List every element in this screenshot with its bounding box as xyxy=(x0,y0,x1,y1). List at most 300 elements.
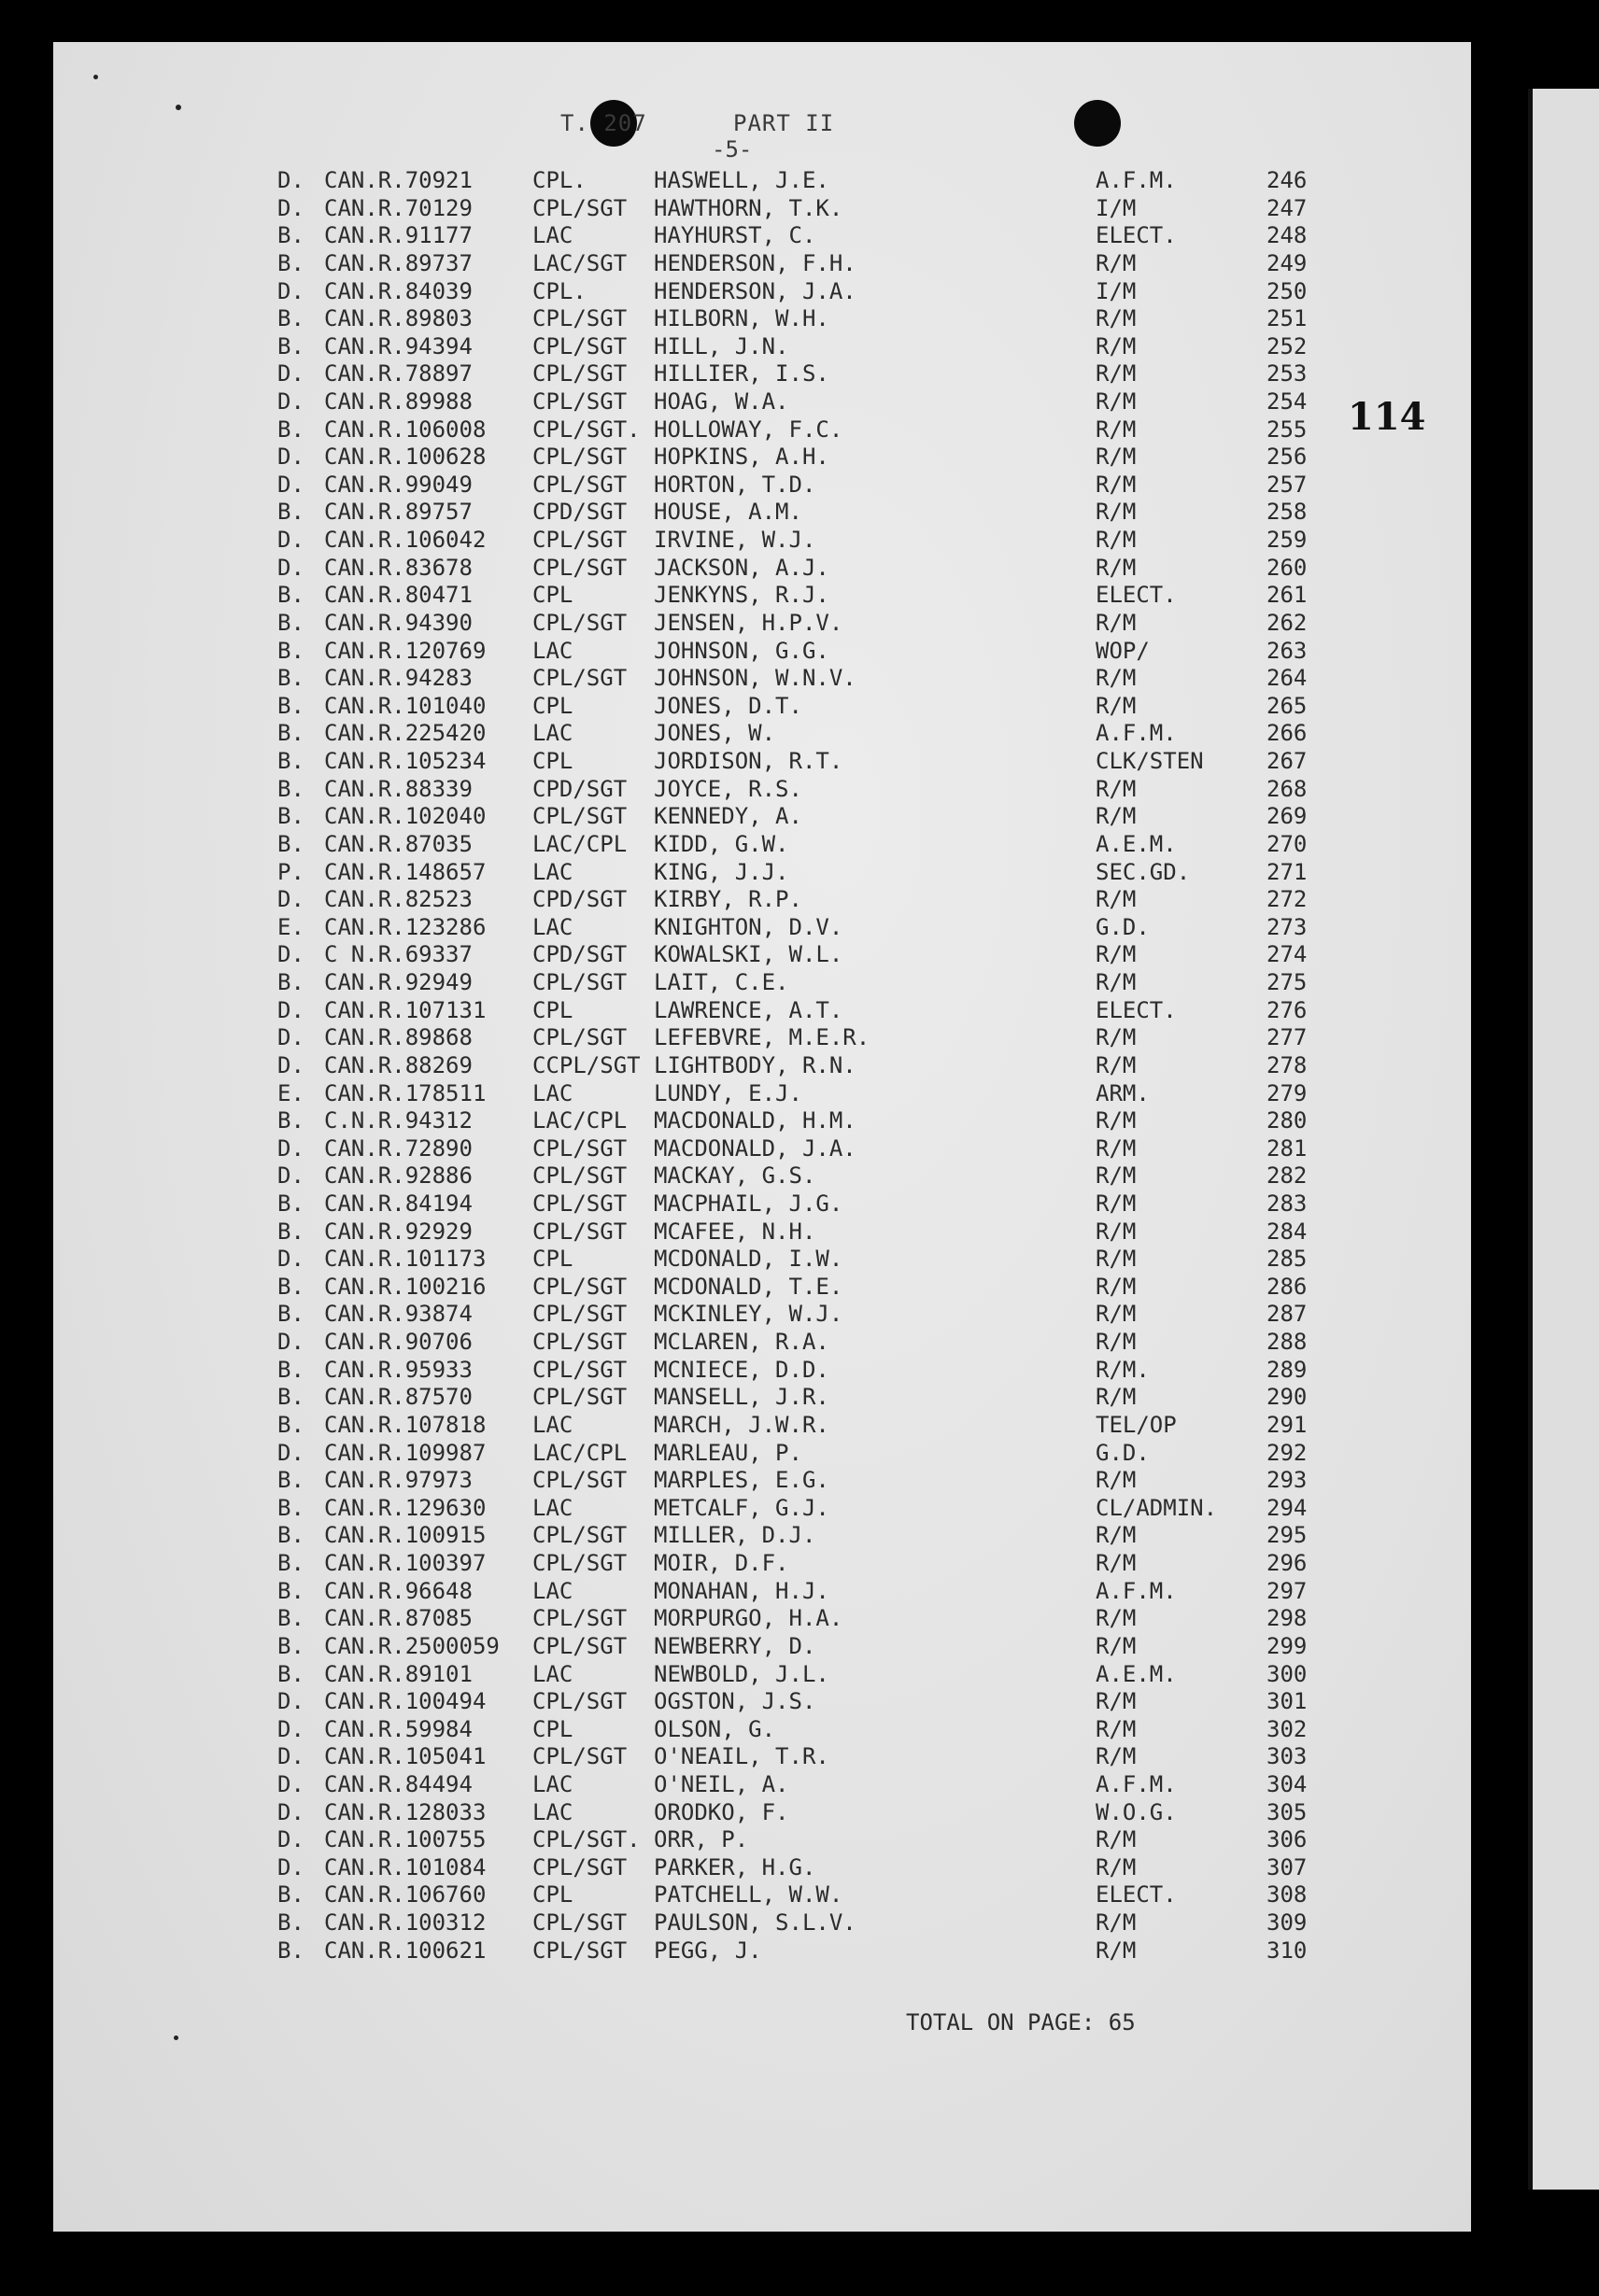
trade: R/M xyxy=(1096,1107,1137,1134)
person-name: LIGHTBODY, R.N. xyxy=(654,1051,856,1078)
sequence-number: 295 xyxy=(1266,1522,1308,1549)
trade: A.F.M. xyxy=(1096,1771,1177,1797)
trade: R/M xyxy=(1096,1605,1137,1632)
sequence-number: 290 xyxy=(1266,1384,1308,1411)
person-name: HORTON, T.D. xyxy=(654,471,816,498)
person-name: NEWBERRY, D. xyxy=(654,1632,816,1659)
sequence-number: 304 xyxy=(1266,1771,1308,1797)
list-row xyxy=(0,1687,1401,1715)
sequence-number: 263 xyxy=(1266,637,1308,664)
trade: R/M xyxy=(1096,775,1137,802)
list-row xyxy=(0,1577,1401,1605)
trade: R/M. xyxy=(1096,1356,1150,1383)
sequence-number: 307 xyxy=(1266,1853,1308,1880)
rank: CPL/SGT xyxy=(532,803,628,830)
list-row xyxy=(0,913,1401,941)
sequence-number: 279 xyxy=(1266,1079,1308,1106)
rank: CPL/SGT xyxy=(532,1301,628,1328)
service-number: CAN.R.87035 xyxy=(324,830,473,857)
service-number: CAN.R.94390 xyxy=(324,609,473,636)
row-letter: B. xyxy=(277,332,304,359)
rank: LAC/CPL xyxy=(532,1439,628,1466)
list-row xyxy=(0,1604,1401,1632)
list-row xyxy=(0,1825,1401,1853)
list-row xyxy=(0,968,1401,996)
trade: R/M xyxy=(1096,1024,1137,1051)
list-row xyxy=(0,1383,1401,1411)
service-number: CAN.R.100915 xyxy=(324,1522,487,1549)
person-name: ORR, P. xyxy=(654,1826,749,1853)
row-letter: D. xyxy=(277,527,304,554)
trade: R/M xyxy=(1096,305,1137,332)
rank: CPL/SGT xyxy=(532,332,628,359)
service-number: CAN.R.83678 xyxy=(324,554,473,581)
person-name: HOUSE, A.M. xyxy=(654,499,802,526)
list-row xyxy=(0,554,1401,582)
trade: ELECT. xyxy=(1096,582,1177,609)
paper-speck xyxy=(174,2035,178,2040)
list-row xyxy=(0,830,1401,858)
list-row xyxy=(0,1549,1401,1577)
service-number: CAN.R.97973 xyxy=(324,1467,473,1494)
person-name: MACDONALD, J.A. xyxy=(654,1134,856,1162)
service-number: CAN.R.92886 xyxy=(324,1162,473,1190)
list-row xyxy=(0,1715,1401,1743)
sequence-number: 303 xyxy=(1266,1743,1308,1770)
header-code: T. 207 xyxy=(560,110,647,136)
person-name: JENSEN, H.P.V. xyxy=(654,609,843,636)
person-name: HAWTHORN, T.K. xyxy=(654,194,843,221)
trade: CLK/STEN xyxy=(1096,748,1204,774)
list-row xyxy=(0,387,1401,416)
rank: LAC/SGT xyxy=(532,249,628,276)
trade: R/M xyxy=(1096,1273,1137,1300)
rank: CPL/SGT xyxy=(532,1743,628,1770)
row-letter: B. xyxy=(277,748,304,774)
rank: LAC xyxy=(532,1660,573,1687)
list-row xyxy=(0,1273,1401,1301)
row-letter: B. xyxy=(277,249,304,276)
service-number: CAN.R.89737 xyxy=(324,249,473,276)
sequence-number: 286 xyxy=(1266,1273,1308,1300)
person-name: KENNEDY, A. xyxy=(654,803,802,830)
sequence-number: 259 xyxy=(1266,527,1308,554)
service-number: CAN.R.100494 xyxy=(324,1688,487,1715)
trade: A.E.M. xyxy=(1096,1660,1177,1687)
list-row xyxy=(0,581,1401,609)
service-number: CAN.R.129630 xyxy=(324,1494,487,1521)
row-letter: D. xyxy=(277,554,304,581)
trade: A.F.M. xyxy=(1096,720,1177,747)
list-row xyxy=(0,1051,1401,1079)
row-letter: D. xyxy=(277,941,304,968)
rank: CPL/SGT. xyxy=(532,1826,641,1853)
service-number: CAN.R.92949 xyxy=(324,969,473,995)
person-name: LEFEBVRE, M.E.R. xyxy=(654,1024,870,1051)
person-name: KNIGHTON, D.V. xyxy=(654,913,843,940)
list-row xyxy=(0,1494,1401,1522)
list-row xyxy=(0,249,1401,277)
person-name: JONES, W. xyxy=(654,720,776,747)
row-letter: B. xyxy=(277,1550,304,1576)
service-number: CAN.R.59984 xyxy=(324,1715,473,1742)
trade: W.O.G. xyxy=(1096,1798,1177,1825)
person-name: PEGG, J. xyxy=(654,1937,762,1964)
list-row xyxy=(0,664,1401,692)
rank: CPL/SGT xyxy=(532,1550,628,1576)
sequence-number: 253 xyxy=(1266,360,1308,387)
sequence-number: 301 xyxy=(1266,1688,1308,1715)
trade: R/M xyxy=(1096,1134,1137,1162)
rank: CPL/SGT xyxy=(532,969,628,995)
list-row xyxy=(0,1134,1401,1162)
sequence-number: 257 xyxy=(1266,471,1308,498)
person-name: MCDONALD, T.E. xyxy=(654,1273,843,1300)
rank: CPL/SGT xyxy=(532,1162,628,1190)
service-number: CAN.R.107131 xyxy=(324,996,487,1023)
trade: ELECT. xyxy=(1096,1881,1177,1909)
sequence-number: 278 xyxy=(1266,1051,1308,1078)
rank: LAC xyxy=(532,858,573,885)
sequence-number: 309 xyxy=(1266,1909,1308,1937)
person-name: OGSTON, J.S. xyxy=(654,1688,816,1715)
row-letter: B. xyxy=(277,637,304,664)
person-name: HOPKINS, A.H. xyxy=(654,444,829,471)
service-number: CAN.R.70921 xyxy=(324,167,473,193)
rank: LAC xyxy=(532,720,573,747)
list-row xyxy=(0,498,1401,526)
service-number: CAN.R.148657 xyxy=(324,858,487,885)
service-number: C N.R.69337 xyxy=(324,941,473,968)
service-number: CAN.R.128033 xyxy=(324,1798,487,1825)
row-letter: B. xyxy=(277,720,304,747)
list-row xyxy=(0,1909,1401,1937)
trade: R/M xyxy=(1096,692,1137,719)
person-name: MCNIECE, D.D. xyxy=(654,1356,829,1383)
trade: R/M xyxy=(1096,554,1137,581)
sequence-number: 246 xyxy=(1266,167,1308,193)
person-name: O'NEIL, A. xyxy=(654,1771,789,1797)
trade: G.D. xyxy=(1096,1439,1150,1466)
service-number: CAN.R.99049 xyxy=(324,471,473,498)
person-name: MACPHAIL, J.G. xyxy=(654,1190,843,1217)
trade: A.F.M. xyxy=(1096,1577,1177,1604)
person-name: HOAG, W.A. xyxy=(654,388,789,415)
service-number: CAN.R.84494 xyxy=(324,1771,473,1797)
list-row xyxy=(0,775,1401,803)
rank: CPL/SGT xyxy=(532,1937,628,1964)
trade: R/M xyxy=(1096,1632,1137,1659)
person-name: MARLEAU, P. xyxy=(654,1439,802,1466)
row-letter: B. xyxy=(277,1301,304,1328)
person-name: MARCH, J.W.R. xyxy=(654,1411,829,1438)
rank: CPL/SGT xyxy=(532,1134,628,1162)
row-letter: B. xyxy=(277,1494,304,1521)
list-row xyxy=(0,443,1401,471)
sequence-number: 292 xyxy=(1266,1439,1308,1466)
sequence-number: 262 xyxy=(1266,609,1308,636)
row-letter: D. xyxy=(277,1715,304,1742)
service-number: CAN.R.89868 xyxy=(324,1024,473,1051)
rank: CCPL/SGT xyxy=(532,1051,641,1078)
row-letter: B. xyxy=(277,1909,304,1937)
rank: LAC xyxy=(532,637,573,664)
trade: R/M xyxy=(1096,1190,1137,1217)
sequence-number: 270 xyxy=(1266,830,1308,857)
paper-speck xyxy=(93,75,98,79)
rank: CPL/SGT xyxy=(532,1384,628,1411)
trade: R/M xyxy=(1096,969,1137,995)
service-number: CAN.R.87570 xyxy=(324,1384,473,1411)
row-letter: B. xyxy=(277,1881,304,1909)
trade: R/M xyxy=(1096,1329,1137,1355)
row-letter: D. xyxy=(277,1798,304,1825)
rank: CPL/SGT xyxy=(532,1329,628,1355)
list-row xyxy=(0,471,1401,499)
row-letter: B. xyxy=(277,1218,304,1245)
sequence-number: 268 xyxy=(1266,775,1308,802)
sequence-number: 291 xyxy=(1266,1411,1308,1438)
rank: LAC xyxy=(532,1494,573,1521)
list-row xyxy=(0,1853,1401,1881)
rank: CPL/SGT xyxy=(532,1273,628,1300)
service-number: C.N.R.94312 xyxy=(324,1107,473,1134)
person-name: HILLIER, I.S. xyxy=(654,360,829,387)
trade: R/M xyxy=(1096,1051,1137,1078)
rank: CPL/SGT xyxy=(532,1356,628,1383)
service-number: CAN.R.106042 xyxy=(324,527,487,554)
trade: R/M xyxy=(1096,1384,1137,1411)
person-name: MANSELL, J.R. xyxy=(654,1384,829,1411)
row-letter: B. xyxy=(277,1632,304,1659)
person-name: ORODKO, F. xyxy=(654,1798,789,1825)
service-number: CAN.R.93874 xyxy=(324,1301,473,1328)
sequence-number: 255 xyxy=(1266,416,1308,443)
service-number: CAN.R.178511 xyxy=(324,1079,487,1106)
sequence-number: 280 xyxy=(1266,1107,1308,1134)
service-number: CAN.R.123286 xyxy=(324,913,487,940)
person-name: JORDISON, R.T. xyxy=(654,748,843,774)
list-row xyxy=(0,1356,1401,1384)
trade: A.E.M. xyxy=(1096,830,1177,857)
rank: CPL/SGT xyxy=(532,554,628,581)
row-letter: B. xyxy=(277,1937,304,1964)
row-letter: D. xyxy=(277,1051,304,1078)
trade: TEL/OP xyxy=(1096,1411,1177,1438)
trade: R/M xyxy=(1096,249,1137,276)
row-letter: D. xyxy=(277,1439,304,1466)
trade: I/M xyxy=(1096,277,1137,304)
person-name: MORPURGO, H.A. xyxy=(654,1605,843,1632)
sequence-number: 271 xyxy=(1266,858,1308,885)
rank: CPL/SGT xyxy=(532,1632,628,1659)
row-letter: B. xyxy=(277,222,304,249)
trade: CL/ADMIN. xyxy=(1096,1494,1218,1521)
rank: CPL/SGT xyxy=(532,360,628,387)
sequence-number: 285 xyxy=(1266,1246,1308,1273)
list-row xyxy=(0,747,1401,775)
service-number: CAN.R.100312 xyxy=(324,1909,487,1937)
sequence-number: 258 xyxy=(1266,499,1308,526)
list-row xyxy=(0,940,1401,968)
trade: I/M xyxy=(1096,194,1137,221)
person-name: MCLAREN, R.A. xyxy=(654,1329,829,1355)
trade: R/M xyxy=(1096,1826,1137,1853)
service-number: CAN.R.92929 xyxy=(324,1218,473,1245)
rank: CPL xyxy=(532,1715,573,1742)
person-name: NEWBOLD, J.L. xyxy=(654,1660,829,1687)
service-number: CAN.R.101084 xyxy=(324,1853,487,1880)
service-number: CAN.R.225420 xyxy=(324,720,487,747)
row-letter: B. xyxy=(277,1384,304,1411)
service-number: CAN.R.89988 xyxy=(324,388,473,415)
service-number: CAN.R.101173 xyxy=(324,1246,487,1273)
row-letter: B. xyxy=(277,1577,304,1604)
person-name: JACKSON, A.J. xyxy=(654,554,829,581)
trade: ARM. xyxy=(1096,1079,1150,1106)
rank: CPL xyxy=(532,996,573,1023)
row-letter: B. xyxy=(277,1190,304,1217)
trade: R/M xyxy=(1096,360,1137,387)
person-name: HILL, J.N. xyxy=(654,332,789,359)
sequence-number: 274 xyxy=(1266,941,1308,968)
list-row xyxy=(0,1162,1401,1190)
row-letter: D. xyxy=(277,471,304,498)
rank: CPL/SGT xyxy=(532,1218,628,1245)
service-number: CAN.R.106008 xyxy=(324,416,487,443)
rank: CPL xyxy=(532,748,573,774)
service-number: CAN.R.94394 xyxy=(324,332,473,359)
sequence-number: 265 xyxy=(1266,692,1308,719)
list-row xyxy=(0,1521,1401,1549)
list-row xyxy=(0,609,1401,637)
list-row xyxy=(0,1245,1401,1273)
row-letter: D. xyxy=(277,1826,304,1853)
row-letter: B. xyxy=(277,1411,304,1438)
list-row xyxy=(0,359,1401,387)
person-name: HAYHURST, C. xyxy=(654,222,816,249)
service-number: CAN.R.70129 xyxy=(324,194,473,221)
list-row xyxy=(0,1079,1401,1107)
sequence-number: 249 xyxy=(1266,249,1308,276)
trade: R/M xyxy=(1096,471,1137,498)
rank: LAC/CPL xyxy=(532,830,628,857)
adjacent-page-strip xyxy=(1533,89,1599,2190)
sequence-number: 288 xyxy=(1266,1329,1308,1355)
trade: WOP/ xyxy=(1096,637,1150,664)
list-row xyxy=(0,802,1401,830)
page-number: -5- xyxy=(712,136,753,162)
service-number: CAN.R.105041 xyxy=(324,1743,487,1770)
sequence-number: 302 xyxy=(1266,1715,1308,1742)
service-number: CAN.R.95933 xyxy=(324,1356,473,1383)
row-letter: B. xyxy=(277,775,304,802)
rank: CPL xyxy=(532,1246,573,1273)
sequence-number: 256 xyxy=(1266,444,1308,471)
trade: R/M xyxy=(1096,1715,1137,1742)
trade: R/M xyxy=(1096,941,1137,968)
service-number: CAN.R.120769 xyxy=(324,637,487,664)
person-name: O'NEAIL, T.R. xyxy=(654,1743,829,1770)
person-name: JONES, D.T. xyxy=(654,692,802,719)
sequence-number: 283 xyxy=(1266,1190,1308,1217)
service-number: CAN.R.100216 xyxy=(324,1273,487,1300)
list-row xyxy=(0,1660,1401,1688)
list-row xyxy=(0,332,1401,360)
row-letter: D. xyxy=(277,1246,304,1273)
sequence-number: 264 xyxy=(1266,665,1308,692)
rank: CPL/SGT xyxy=(532,1909,628,1937)
row-letter: P. xyxy=(277,858,304,885)
person-name: OLSON, G. xyxy=(654,1715,776,1742)
rank: CPD/SGT xyxy=(532,775,628,802)
list-row xyxy=(0,277,1401,305)
person-name: MCKINLEY, W.J. xyxy=(654,1301,843,1328)
list-row xyxy=(0,1218,1401,1246)
person-name: MACKAY, G.S. xyxy=(654,1162,816,1190)
rank: CPL/SGT xyxy=(532,527,628,554)
trade: R/M xyxy=(1096,1743,1137,1770)
trade: ELECT. xyxy=(1096,996,1177,1023)
rank: CPL/SGT xyxy=(532,471,628,498)
trade: R/M xyxy=(1096,1688,1137,1715)
trade: R/M xyxy=(1096,1853,1137,1880)
sequence-number: 287 xyxy=(1266,1301,1308,1328)
list-row xyxy=(0,1106,1401,1134)
list-row xyxy=(0,692,1401,720)
sequence-number: 284 xyxy=(1266,1218,1308,1245)
row-letter: D. xyxy=(277,1743,304,1770)
list-row xyxy=(0,1742,1401,1770)
row-letter: D. xyxy=(277,886,304,913)
service-number: CAN.R.109987 xyxy=(324,1439,487,1466)
person-name: LAIT, C.E. xyxy=(654,969,789,995)
row-letter: B. xyxy=(277,499,304,526)
row-letter: B. xyxy=(277,1660,304,1687)
sequence-number: 282 xyxy=(1266,1162,1308,1190)
trade: ELECT. xyxy=(1096,222,1177,249)
rank: LAC xyxy=(532,1411,573,1438)
sequence-number: 294 xyxy=(1266,1494,1308,1521)
sequence-number: 252 xyxy=(1266,332,1308,359)
rank: CPL xyxy=(532,582,573,609)
row-letter: D. xyxy=(277,1329,304,1355)
person-name: KIDD, G.W. xyxy=(654,830,789,857)
row-letter: B. xyxy=(277,830,304,857)
service-number: CAN.R.100755 xyxy=(324,1826,487,1853)
person-name: LUNDY, E.J. xyxy=(654,1079,802,1106)
sequence-number: 254 xyxy=(1266,388,1308,415)
list-row xyxy=(0,996,1401,1024)
person-name: PATCHELL, W.W. xyxy=(654,1881,843,1909)
trade: R/M xyxy=(1096,803,1137,830)
service-number: CAN.R.87085 xyxy=(324,1605,473,1632)
person-name: METCALF, G.J. xyxy=(654,1494,829,1521)
punch-hole-right xyxy=(1074,100,1121,147)
rank: CPL/SGT xyxy=(532,1467,628,1494)
rank: CPL xyxy=(532,692,573,719)
row-letter: B. xyxy=(277,305,304,332)
row-letter: B. xyxy=(277,582,304,609)
list-row xyxy=(0,1023,1401,1051)
rank: CPL/SGT xyxy=(532,1853,628,1880)
sequence-number: 269 xyxy=(1266,803,1308,830)
total-on-page: TOTAL ON PAGE: 65 xyxy=(906,2009,1136,2035)
side-stamp-number: 114 xyxy=(1348,395,1426,439)
sequence-number: 276 xyxy=(1266,996,1308,1023)
sequence-number: 247 xyxy=(1266,194,1308,221)
sequence-number: 305 xyxy=(1266,1798,1308,1825)
